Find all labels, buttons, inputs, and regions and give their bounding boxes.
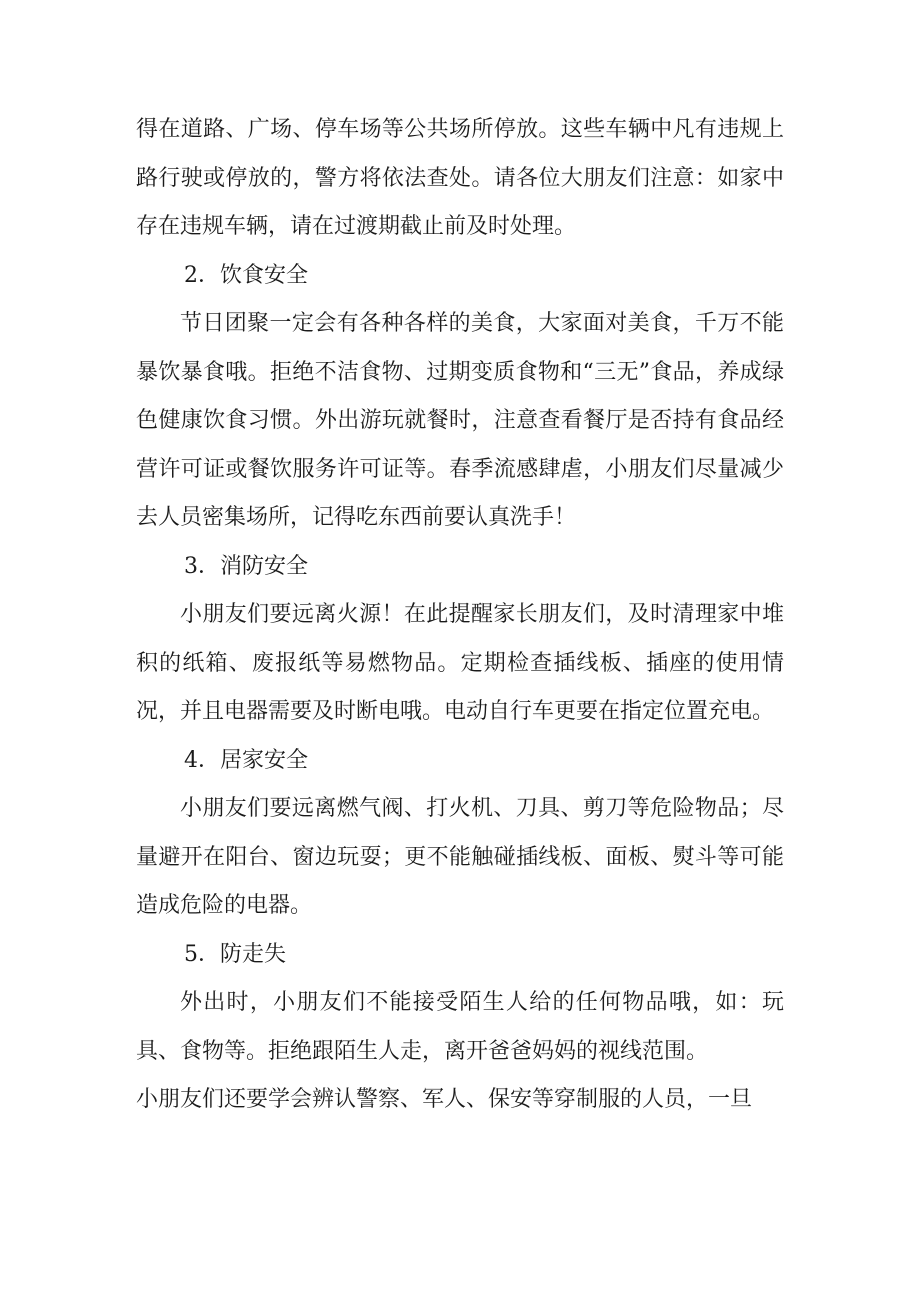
paragraph-fire-safety: 小朋友们要远离火源！在此提醒家长朋友们，及时清理家中堆积的纸箱、废报纸等易燃物品。定期检查插线板、插座的使用情况，并且电器需要及时断电哦。电动自行车更要在指定位置充电。	[136, 602, 784, 724]
section-heading-food-safety: 2．饮食安全	[184, 262, 308, 288]
paragraph-anti-lost: 外出时，小朋友们不能接受陌生人给的任何物品哦，如：玩具、食物等。拒绝跟陌生人走，离开爸爸妈妈的视线范围。	[136, 990, 784, 1064]
paragraph-home-safety: 小朋友们要远离燃气阀、打火机、刀具、剪刀等危险物品；尽量避开在阳台、窗边玩耍；更不能触碰插线板、面板、熨斗等可能造成危险的电器。	[136, 796, 784, 918]
paragraph-identify-uniforms: 小朋友们还要学会辨认警察、军人、保安等穿制服的人员，一旦	[136, 1087, 753, 1112]
section-heading-fire-safety: 3．消防安全	[184, 553, 308, 579]
paragraph-vehicle-notice: 得在道路、广场、停车场等公共场所停放。这些车辆中凡有违规上路行驶或停放的，警方将依法查处。请各位大朋友们注意：如家中存在违规车辆，请在过渡期截止前及时处理。	[136, 117, 784, 239]
section-heading-home-safety: 4．居家安全	[184, 747, 308, 773]
paragraph-food-safety: 节日团聚一定会有各种各样的美食，大家面对美食，千万不能暴饮暴食哦。拒绝不洁食物、过期变质食物和“三无”食品，养成绿色健康饮食习惯。外出游玩就餐时，注意查看餐厅是否持有食品经营许可证或餐饮服务许可证等。春季流感肆虐，小朋友们尽量减少去人员密集场所，记得吃东西前要认真洗手！	[136, 311, 784, 530]
document-body	[136, 106, 784, 1125]
section-heading-anti-lost: 5．防走失	[184, 941, 286, 967]
